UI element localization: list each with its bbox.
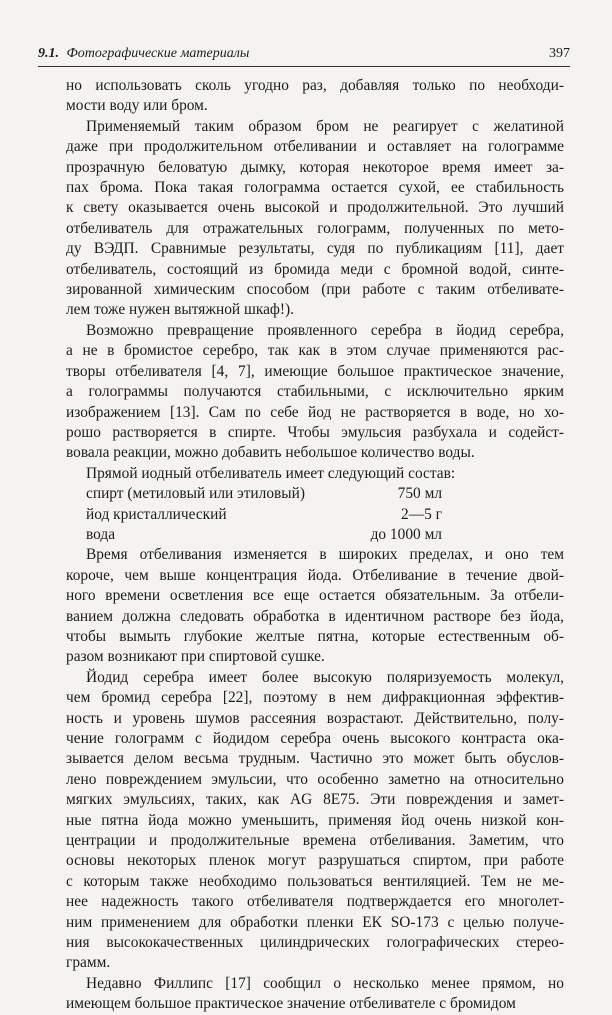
text-line: ним применением для обработки пленки ЕК SO-173 с целью получе- <box>66 913 564 931</box>
text-line: Применяемый таким образом бром не реагирует с желатиной <box>86 117 564 135</box>
text-line: мости воду или бром. <box>66 97 208 115</box>
body-text <box>66 76 564 1015</box>
text-line: Время отбеливания изменяется в широких пределах, и оно тем <box>86 546 564 564</box>
text-line: чтобы вымыть глубокие желтые пятна, которые естественным об- <box>66 627 564 645</box>
text-line: зированной химическим способом (при работе с таким отбеливате- <box>66 281 564 299</box>
recipe-item <box>86 505 442 525</box>
text-line: а не в бромистое серебро, так как в этом случае применяются рас- <box>66 342 564 360</box>
paragraph <box>66 76 564 117</box>
text-line: ность и уровень шумов рассеяния возрастают. Действительно, полу- <box>66 709 564 727</box>
text-line: Недавно Филлипс [17] сообщил о несколько менее прямом, но <box>86 974 564 992</box>
text-line: ного времени осветления все еще остается обязательным. За отбели- <box>66 587 564 605</box>
text-line: ные пятна йода можно уменьшить, применяя йод очень низкой кон- <box>66 811 564 829</box>
text-line: основы некоторых пленок могут разрушаться спиртом, при работе <box>66 852 564 870</box>
text-line: ванием должна следовать обработка в идентичном растворе без йода, <box>66 607 564 625</box>
section-heading <box>38 46 249 62</box>
page-number: 397 <box>549 46 570 61</box>
text-line: лем тоже нужен вытяжной шкаф!). <box>66 301 294 319</box>
paragraph <box>66 117 564 321</box>
text-line: к свету оказывается очень высокой и продолжительной. Это лучший <box>66 199 564 217</box>
paragraph <box>66 974 564 1015</box>
ingredient-amount: 2—5 г <box>401 505 442 523</box>
text-line: изображением [13]. Сам по себе йод не растворяется в воде, но хо- <box>66 403 564 421</box>
ingredient-amount: 750 мл <box>397 485 442 503</box>
text-line: рошо растворяется в спирте. Чтобы эмульсия разбухала и содейст- <box>66 423 564 441</box>
text-line: чение голограмм с йодидом серебра очень высокого контраста ока- <box>66 730 564 747</box>
recipe-list <box>86 484 442 545</box>
text-line: даже при продолжительном отбеливании и оставляет на голограмме <box>66 138 564 156</box>
ingredient-name: йод кристаллический <box>86 505 227 523</box>
text-line: грамм. <box>66 954 111 972</box>
paragraph <box>66 668 564 974</box>
text-line: отбеливатель для отражательных голограмм, полученных по мето- <box>66 219 564 237</box>
text-line: а голограммы получаются стабильными, с исключительно ярким <box>66 383 564 401</box>
section-number: 9.1. <box>38 46 59 61</box>
ingredient-amount: до 1000 мл <box>370 525 442 543</box>
text-line: отбеливатель, состоящий из бромида меди с бромной водой, синте- <box>66 260 564 278</box>
text-line: с которым также необходимо пользоваться вентиляцией. Тем не ме- <box>66 872 564 890</box>
text-line: зывается делом весьма трудным. Частично это может быть обуслов- <box>66 750 564 768</box>
text-line: Йодид серебра имеет более высокую поляризуемость молекул, <box>86 668 564 686</box>
recipe-item <box>86 525 442 545</box>
text-line: но использовать сколь угодно раз, добавляя только по необходи- <box>66 77 564 94</box>
text-line: имеющем большое практическое значение отбеливателе с бромидом <box>66 995 516 1013</box>
paragraph <box>66 321 564 464</box>
text-line: творы отбеливателя [4, 7], имеющие большое практическое значение, <box>66 362 564 380</box>
text-line: мягких эмульсиях, таких, как AG 8E75. Эти повреждения и замет- <box>66 791 564 809</box>
text-line: чем бромид серебра [22], поэтому в нем дифракционная эффектив- <box>66 689 564 707</box>
text-line: ду ВЭДП. Сравнимые результаты, судя по публикациям [11], дает <box>66 240 564 258</box>
text-line: лено повреждением эмульсии, что особенно заметно на относительно <box>66 770 564 788</box>
section-title: Фотографические материалы <box>66 46 250 61</box>
ingredient-name: вода <box>86 525 116 543</box>
text-line: ния высококачественных цилиндрических голографических стерео- <box>66 934 564 952</box>
text-line: Возможно превращение проявленного серебра в йодид серебра, <box>86 321 564 339</box>
ingredient-name: спирт (метиловый или этиловый) <box>86 485 306 503</box>
text-line: вовала реакции, можно добавить небольшое количество воды. <box>66 444 475 462</box>
running-header <box>38 44 570 67</box>
recipe-intro <box>66 464 564 484</box>
text-line: короче, чем выше концентрация йода. Отбеливание в течение двой- <box>66 566 564 584</box>
paragraph <box>66 545 564 667</box>
text-line: прозрачную беловатую дымку, которая некоторое время имеет за- <box>66 158 564 176</box>
recipe-item <box>86 484 442 504</box>
text-line: нее надежность такого отбеливателя подтверждается его многолет- <box>66 893 564 911</box>
text-line: центрации и продолжительные времена отбеливания. Заметим, что <box>66 832 564 850</box>
text-line: Прямой иодный отбеливатель имеет следующий состав: <box>86 464 456 482</box>
text-line: пах брома. Пока такая голограмма остается сухой, ее стабильность <box>66 179 564 197</box>
text-line: разом возникают при спиртовой сушке. <box>66 648 325 666</box>
